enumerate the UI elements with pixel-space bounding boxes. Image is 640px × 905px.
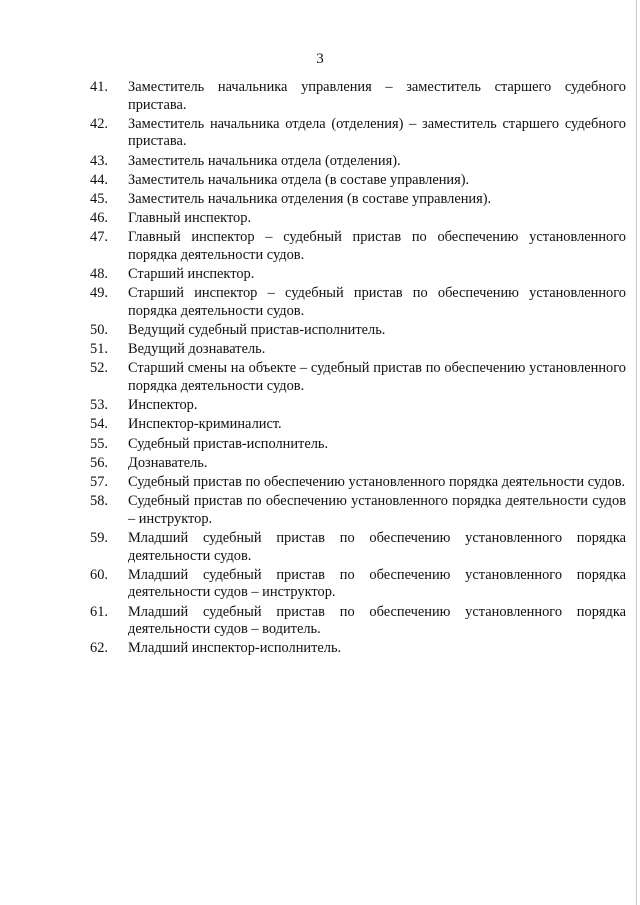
item-number: 61. <box>90 603 108 620</box>
item-number: 54. <box>90 416 108 433</box>
item-text: Судебный пристав по обеспечению установленного порядка деятельности судов – инструктор. <box>128 493 626 527</box>
item-text: Заместитель начальника отдела (в составе управления). <box>128 171 470 188</box>
item-text: Главный инспектор. <box>128 210 252 227</box>
item-number: 60. <box>90 566 108 583</box>
list-item <box>90 436 626 454</box>
item-text: Заместитель начальника отдела (отделения). <box>128 152 401 169</box>
item-number: 52. <box>90 360 108 377</box>
list-item <box>90 266 626 284</box>
list-item <box>90 172 626 190</box>
list-item <box>90 493 626 528</box>
item-number: 53. <box>90 397 108 414</box>
item-number: 58. <box>90 493 108 510</box>
item-number: 57. <box>90 473 108 490</box>
list-item <box>90 640 626 658</box>
list-item <box>90 285 626 320</box>
list-item <box>90 153 626 171</box>
list-item <box>90 341 626 359</box>
item-text: Заместитель начальника отдела (отделения) – заместитель старшего судебного пристава. <box>128 115 626 150</box>
item-number: 42. <box>90 115 108 132</box>
page-number: 3 <box>316 51 324 67</box>
item-text: Судебный пристав-исполнитель. <box>128 435 329 452</box>
item-number: 49. <box>90 285 108 302</box>
item-text: Старший инспектор. <box>128 266 255 283</box>
scan-artifact <box>636 0 637 905</box>
item-text: Младший инспектор-исполнитель. <box>128 640 342 657</box>
item-text: Инспектор-криминалист. <box>128 416 282 433</box>
item-text: Ведущий судебный пристав-исполнитель. <box>128 322 386 339</box>
item-number: 56. <box>90 454 108 471</box>
item-number: 43. <box>90 152 108 169</box>
item-text: Младший судебный пристав по обеспечению установленного порядка деятельности судов – водитель. <box>128 603 626 638</box>
list-item <box>90 604 626 639</box>
list-item <box>90 191 626 209</box>
item-number: 44. <box>90 171 108 188</box>
item-text: Судебный пристав по обеспечению установленного порядка деятельности судов. <box>128 473 626 490</box>
item-number: 62. <box>90 640 108 657</box>
item-text: Заместитель начальника отделения (в составе управления). <box>128 190 492 207</box>
list-item <box>90 210 626 228</box>
item-number: 46. <box>90 210 108 227</box>
item-text: Младший судебный пристав по обеспечению установленного порядка деятельности судов. <box>128 529 626 564</box>
position-list <box>90 79 626 659</box>
item-number: 59. <box>90 529 108 546</box>
item-text: Дознаватель. <box>128 454 208 471</box>
item-text: Младший судебный пристав по обеспечению установленного порядка деятельности судов – инструктор. <box>128 566 626 601</box>
item-text: Ведущий дознаватель. <box>128 341 266 358</box>
list-item <box>90 322 626 340</box>
item-text: Инспектор. <box>128 397 198 414</box>
list-item <box>90 474 626 492</box>
list-item <box>90 116 626 151</box>
item-number: 50. <box>90 322 108 339</box>
list-item <box>90 79 626 114</box>
item-text: Старший инспектор – судебный пристав по обеспечению установленного порядка деятельности судов. <box>128 285 626 319</box>
list-item <box>90 530 626 565</box>
item-number: 48. <box>90 266 108 283</box>
list-item <box>90 360 626 395</box>
item-text: Старший смены на объекте – судебный пристав по обеспечению установленного порядка деятельности судов. <box>128 360 626 395</box>
list-item <box>90 229 626 264</box>
item-number: 47. <box>90 229 108 246</box>
list-item <box>90 416 626 434</box>
item-number: 55. <box>90 435 108 452</box>
item-text: Заместитель начальника управления – заместитель старшего судебного пристава. <box>128 79 626 113</box>
item-text: Главный инспектор – судебный пристав по обеспечению установленного порядка деятельности судов. <box>128 229 626 263</box>
item-number: 45. <box>90 190 108 207</box>
list-item <box>90 397 626 415</box>
list-item <box>90 455 626 473</box>
list-item <box>90 567 626 602</box>
item-number: 41. <box>90 79 108 95</box>
item-number: 51. <box>90 341 108 358</box>
